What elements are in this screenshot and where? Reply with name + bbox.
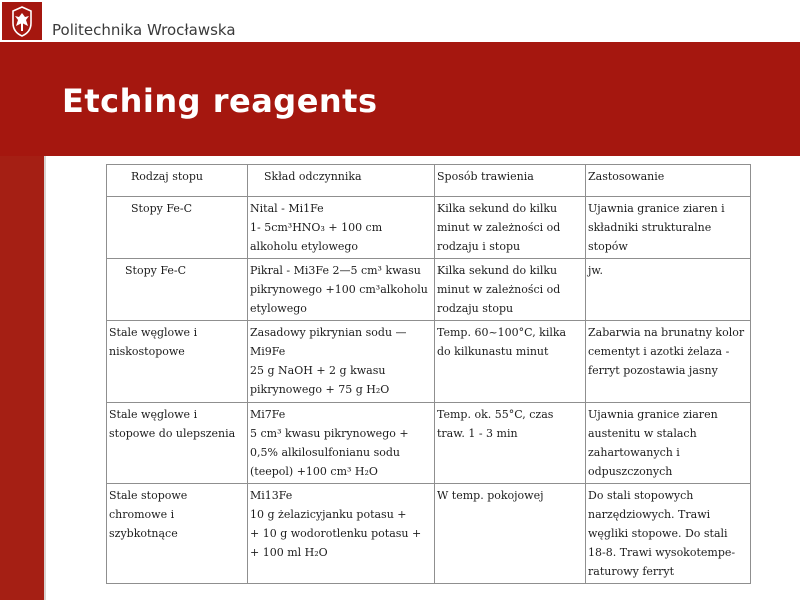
method-cell [435, 403, 586, 484]
table-row [107, 403, 751, 484]
table-row [107, 197, 751, 259]
cell-line: rodzaju stopu [437, 302, 514, 315]
cell-line: etylowego [250, 302, 307, 315]
cell-line: Ujawnia granice ziaren i [588, 202, 725, 215]
cell-line: rodzaju i stopu [437, 240, 521, 253]
use-cell [586, 259, 751, 321]
cell-line: ferryt pozostawia jasny [588, 364, 718, 377]
cell-line: Mi7Fe [250, 408, 286, 421]
title-band [44, 42, 800, 156]
sidebar-divider [44, 156, 46, 600]
column-header: Rodzaj stopu [107, 165, 248, 197]
cell-line: minut w zależności od [437, 221, 561, 234]
cell-line: Stopy Fe-C [131, 202, 193, 215]
cell-line: minut w zależności od [437, 283, 561, 296]
method-cell [435, 321, 586, 403]
cell-line: Temp. ok. 55°C, czas [437, 408, 554, 421]
alloy-cell [107, 197, 248, 259]
method-cell [435, 197, 586, 259]
use-cell [586, 403, 751, 484]
header-bar [0, 0, 800, 42]
reagent-cell [248, 197, 435, 259]
reagent-cell [248, 259, 435, 321]
cell-line: (teepol) +100 cm³ H₂O [250, 465, 378, 478]
cell-line: 25 g NaOH + 2 g kwasu [250, 364, 386, 377]
cell-line: Mi9Fe [250, 345, 286, 358]
cell-line: szybkotnące [109, 527, 178, 540]
cell-line: Kilka sekund do kilku [437, 202, 558, 215]
cell-line: Stale węglowe i [109, 408, 198, 421]
use-cell [586, 484, 751, 584]
use-cell [586, 321, 751, 403]
cell-line: Do stali stopowych [588, 489, 694, 502]
cell-line: Zabarwia na brunatny kolor [588, 326, 745, 339]
cell-line: 1- 5cm³HNO₃ + 100 cm [250, 221, 383, 234]
cell-line: Kilka sekund do kilku [437, 264, 558, 277]
cell-line: alkoholu etylowego [250, 240, 359, 253]
cell-line: jw. [588, 264, 604, 277]
cell-line: do kilkunastu minut [437, 345, 549, 358]
slide-title: Etching reagents [62, 82, 378, 120]
cell-line: Stale węglowe i [109, 326, 198, 339]
cell-line: Pikral - Mi3Fe 2—5 cm³ kwasu [250, 264, 421, 277]
cell-line: pikrynowego +100 cm³alkoholu [250, 283, 428, 296]
cell-line: raturowy ferryt [588, 565, 675, 578]
university-logo [2, 2, 42, 40]
cell-line: Mi13Fe [250, 489, 293, 502]
cell-line: węgliki stopowe. Do stali [588, 527, 728, 540]
reagent-cell [248, 403, 435, 484]
cell-line: narzędziowych. Trawi [588, 508, 711, 521]
table-row [107, 259, 751, 321]
table-row [107, 484, 751, 584]
cell-line: odpuszczonych [588, 465, 673, 478]
alloy-cell [107, 403, 248, 484]
cell-line: Nital - Mi1Fe [250, 202, 324, 215]
alloy-cell [107, 321, 248, 403]
method-cell [435, 259, 586, 321]
cell-line: składniki strukturalne [588, 221, 712, 234]
sidebar-accent-top [0, 42, 44, 156]
cell-line: Temp. 60~100°C, kilka [437, 326, 567, 339]
cell-line: zahartowanych i [588, 446, 680, 459]
cell-line: niskostopowe [109, 345, 185, 358]
cell-line: austenitu w stalach [588, 427, 697, 440]
alloy-cell [107, 484, 248, 584]
cell-line: Stale stopowe [109, 489, 188, 502]
cell-line: Zasadowy pikrynian sodu — [250, 326, 407, 339]
column-header: Skład odczynnika [248, 165, 435, 197]
reagent-cell [248, 484, 435, 584]
cell-line: 10 g żelazicyjanku potasu + [250, 508, 407, 521]
reagent-cell [248, 321, 435, 403]
column-header: Sposób trawienia [435, 165, 586, 197]
cell-line: + 100 ml H₂O [250, 546, 328, 559]
cell-line: W temp. pokojowej [437, 489, 544, 502]
cell-line: stopowe do ulepszenia [109, 427, 236, 440]
brand-name: Politechnika Wrocławska [52, 21, 236, 39]
cell-line: 18-8. Trawi wysokotempe- [588, 546, 736, 559]
column-header: Zastosowanie [586, 165, 751, 197]
table-header-row [107, 165, 751, 197]
cell-line: Ujawnia granice ziaren [588, 408, 718, 421]
sidebar-accent [0, 156, 44, 600]
reagents-table [106, 164, 750, 578]
alloy-cell [107, 259, 248, 321]
cell-line: traw. 1 - 3 min [437, 427, 518, 440]
use-cell [586, 197, 751, 259]
cell-line: stopów [588, 240, 628, 253]
cell-line: cementyt i azotki żelaza - [588, 345, 730, 358]
eagle-crest-icon [2, 2, 42, 40]
cell-line: + 10 g wodorotlenku potasu + [250, 527, 422, 540]
cell-line: Stopy Fe-C [125, 264, 187, 277]
cell-line: chromowe i [109, 508, 175, 521]
table-row [107, 321, 751, 403]
cell-line: 0,5% alkilosulfonianu sodu [250, 446, 401, 459]
cell-line: 5 cm³ kwasu pikrynowego + [250, 427, 409, 440]
cell-line: pikrynowego + 75 g H₂O [250, 383, 390, 396]
method-cell [435, 484, 586, 584]
